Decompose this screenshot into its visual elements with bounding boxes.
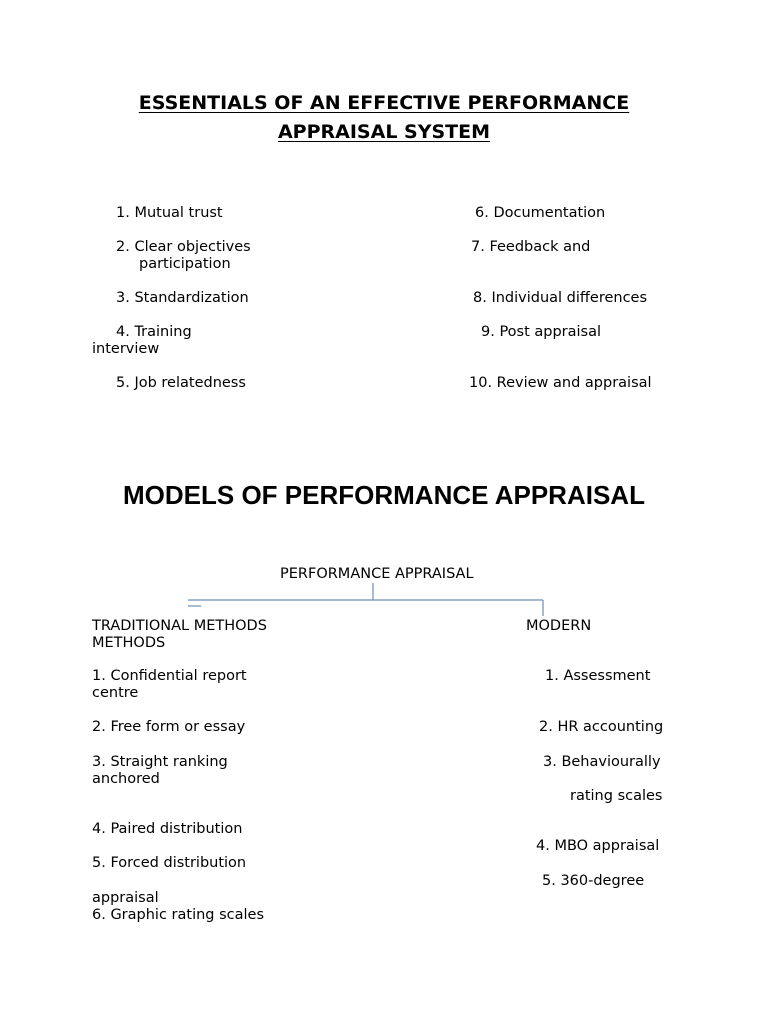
- essential-item-6: 6. Documentation: [475, 205, 606, 221]
- modern-item-3-cont: rating scales: [570, 788, 663, 804]
- modern-item-5: 5. 360-degree: [542, 873, 645, 889]
- essential-item-4: 4. Training: [116, 324, 192, 340]
- essentials-title-line1: ESSENTIALS OF AN EFFECTIVE PERFORMANCE: [138, 92, 630, 114]
- traditional-item-3: 3. Straight ranking: [92, 754, 228, 770]
- traditional-item-4: 4. Paired distribution: [92, 821, 243, 837]
- modern-item-4: 4. MBO appraisal: [536, 838, 660, 854]
- modern-item-3: 3. Behaviourally: [543, 754, 661, 770]
- traditional-methods-heading: TRADITIONAL METHODS: [92, 618, 267, 634]
- traditional-item-3-cont: anchored: [92, 771, 160, 787]
- essential-item-7: 7. Feedback and: [471, 239, 591, 255]
- essential-item-5: 5. Job relatedness: [116, 375, 246, 391]
- essential-item-1: 1. Mutual trust: [116, 205, 223, 221]
- essential-item-10: 10. Review and appraisal: [469, 375, 652, 391]
- traditional-item-5-cont: appraisal: [92, 890, 159, 906]
- root-node-label: PERFORMANCE APPRAISAL: [280, 566, 474, 582]
- essentials-title-line2: APPRAISAL SYSTEM: [277, 121, 491, 143]
- modern-item-1: 1. Assessment: [545, 668, 651, 684]
- traditional-item-2: 2. Free form or essay: [92, 719, 246, 735]
- essential-item-2: 2. Clear objectives: [116, 239, 251, 255]
- traditional-item-5: 5. Forced distribution: [92, 855, 247, 871]
- traditional-item-1-cont: centre: [92, 685, 139, 701]
- essential-item-2-cont: participation: [139, 256, 231, 272]
- traditional-item-1: 1. Confidential report: [92, 668, 247, 684]
- essential-item-8: 8. Individual differences: [473, 290, 648, 306]
- models-title: MODELS OF PERFORMANCE APPRAISAL: [123, 480, 645, 510]
- essential-item-4-cont: interview: [92, 341, 160, 357]
- traditional-methods-heading-cont: METHODS: [92, 635, 166, 651]
- essential-item-3: 3. Standardization: [116, 290, 249, 306]
- modern-methods-heading: MODERN: [526, 618, 592, 634]
- modern-item-2: 2. HR accounting: [539, 719, 664, 735]
- traditional-item-6: 6. Graphic rating scales: [92, 907, 265, 923]
- essential-item-9: 9. Post appraisal: [481, 324, 602, 340]
